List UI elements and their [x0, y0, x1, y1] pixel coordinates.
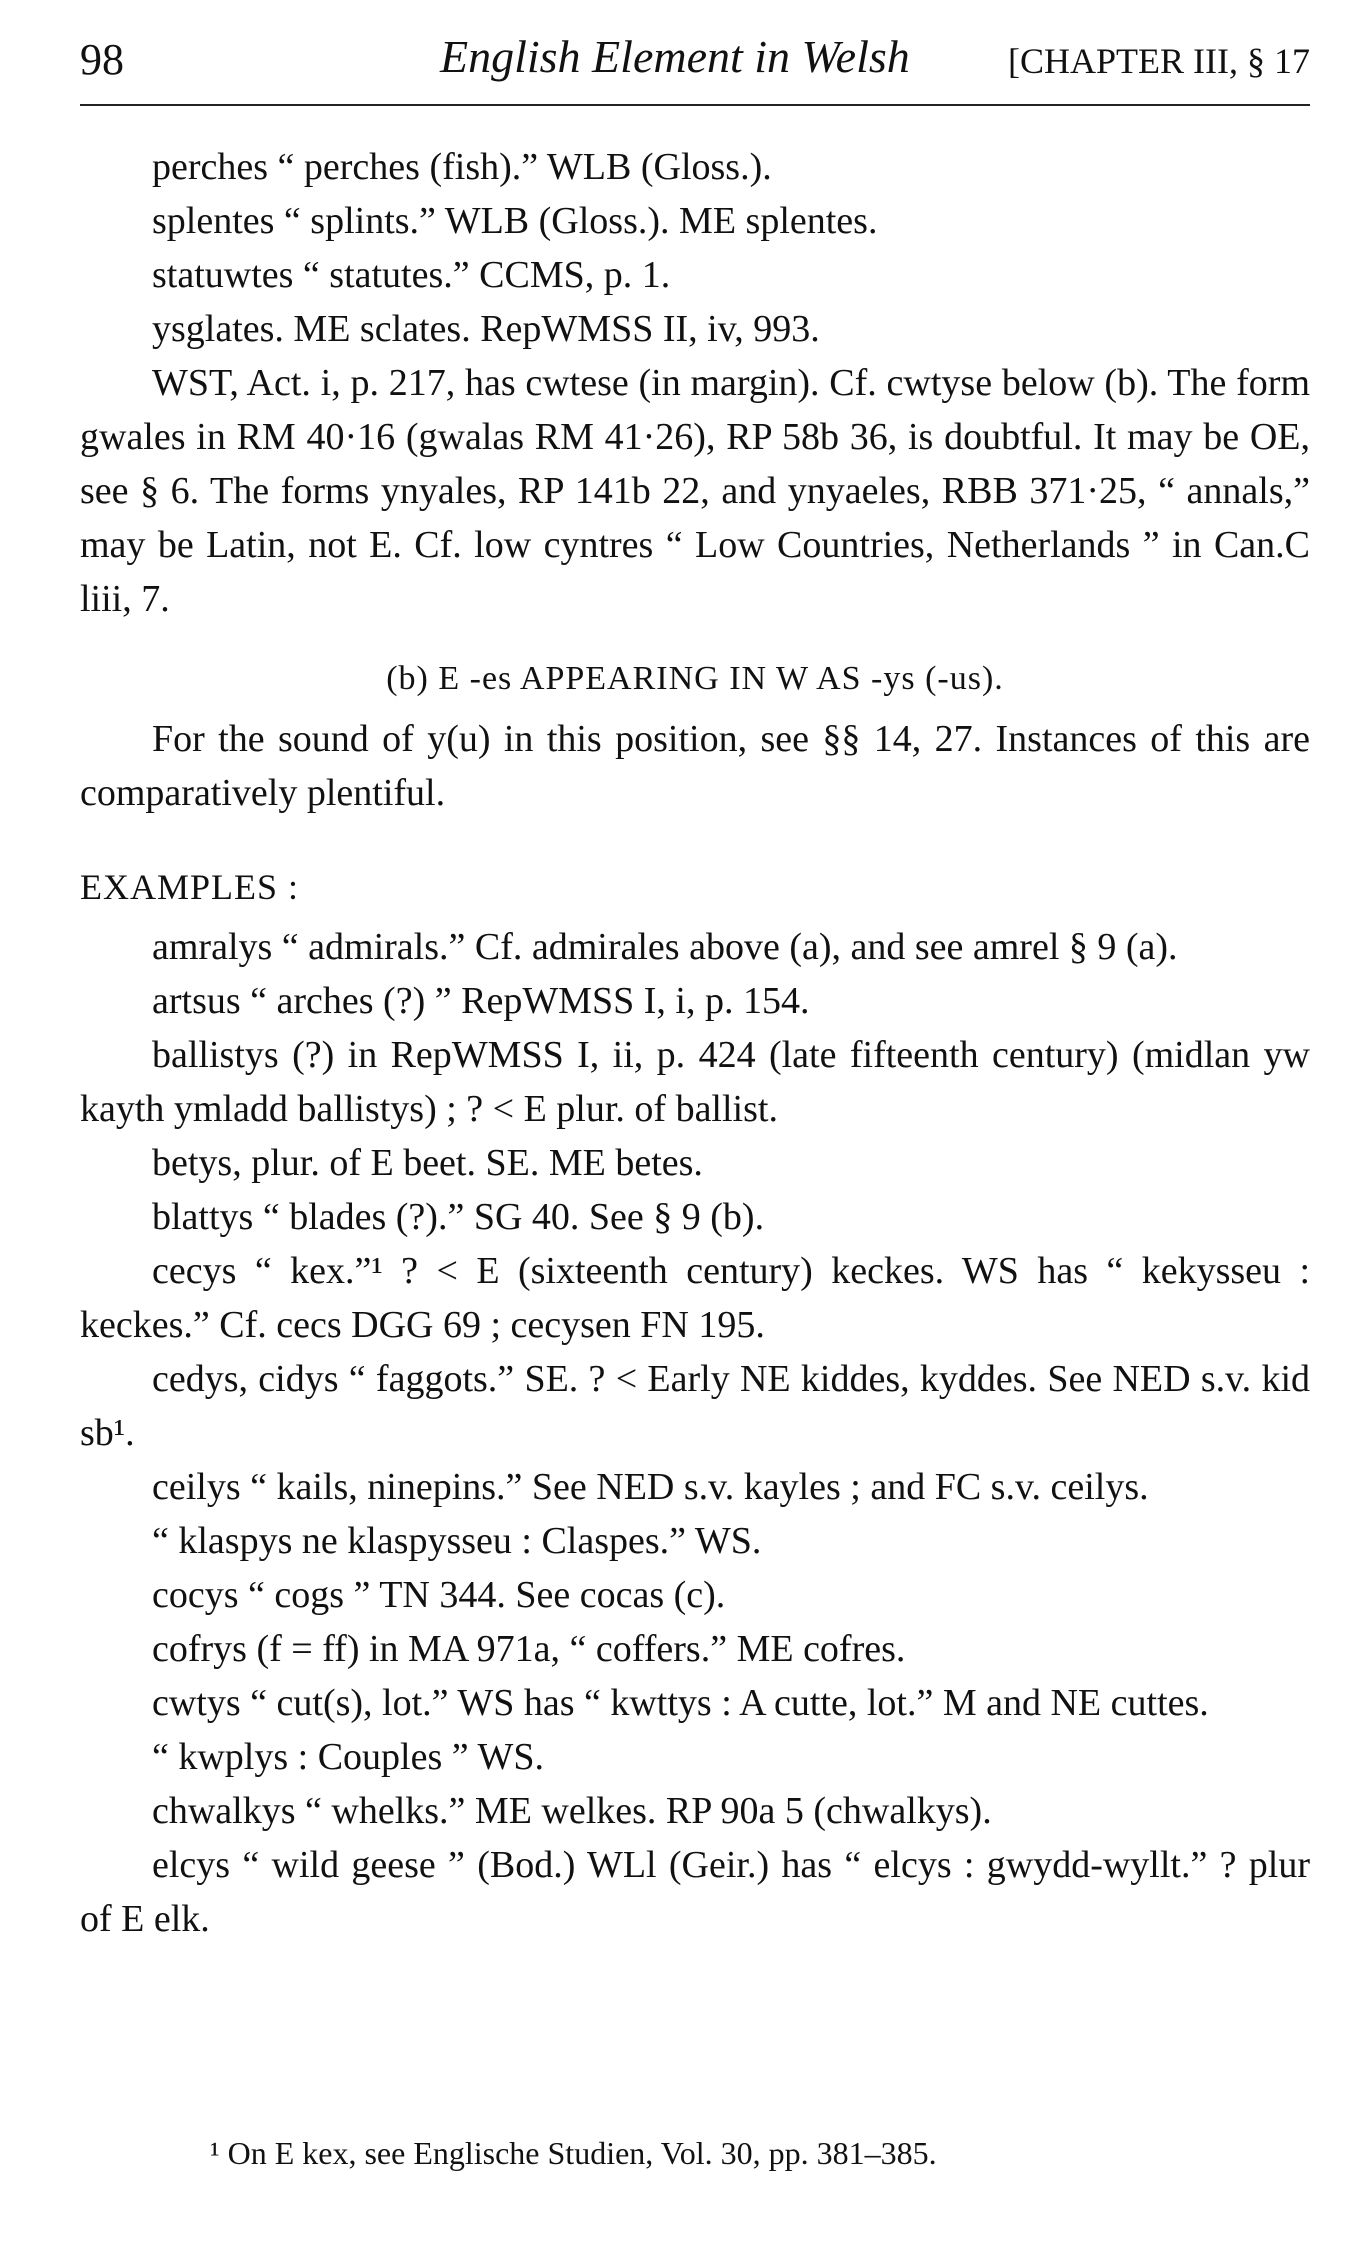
entry-elcys: elcys “ wild geese ” (Bod.) WLl (Geir.) has “ elcys : gwydd-wyllt.” ? plur of E elk. [80, 1844, 1310, 1940]
footnote: ¹ On E kex, see Englische Studien, Vol. 30, pp. 381–385. [210, 2135, 937, 2171]
entry-kwplys: “ kwplys : Couples ” WS. [152, 1736, 544, 1778]
entry-cocys: cocys “ cogs ” TN 344. See cocas (c). [152, 1574, 726, 1616]
entry-amralys: amralys “ admirals.” Cf. admirales above (a), and see amrel § 9 (a). [152, 926, 1178, 968]
entry-artsus: artsus “ arches (?) ” RepWMSS I, i, p. 154. [152, 980, 810, 1022]
entry-chwalkys: chwalkys “ whelks.” ME welkes. RP 90a 5 (chwalkys). [152, 1790, 992, 1832]
entry-splentes: splentes “ splints.” WLB (Gloss.). ME splentes. [152, 200, 878, 242]
chapter-reference: [CHAPTER III, § 17 [1008, 41, 1310, 81]
paragraph-wst: WST, Act. i, p. 217, has cwtese (in margin). Cf. cwtyse below (b). The form gwales in RM 40·16 (gwalas RM 41·26), RP 58b 36, is doubtful. It may be OE, see § 6. The forms ynyales, RP 141b 22, and ynyaeles, RBB 371·25, “ annals,” may be Latin, not E. Cf. low cyntres “ Low Countries, Netherlands ” in Can.C liii, 7. [80, 362, 1310, 620]
page-body [80, 140, 1310, 1946]
entry-cedys: cedys, cidys “ faggots.” SE. ? < Early NE kiddes, kyddes. See NED s.v. kid sb¹. [80, 1358, 1310, 1454]
examples-label: EXAMPLES : [80, 867, 300, 907]
entry-perches: perches “ perches (fish).” WLB (Gloss.). [152, 146, 772, 188]
section-intro: For the sound of y(u) in this position, see §§ 14, 27. Instances of this are comparatively plentiful. [80, 718, 1310, 814]
entry-cwtys: cwtys “ cut(s), lot.” WS has “ kwttys : A cutte, lot.” M and NE cuttes. [152, 1682, 1209, 1724]
running-title: English Element in Welsh [440, 31, 910, 82]
entry-cofrys: cofrys (f = ff) in MA 971a, “ coffers.” ME cofres. [152, 1628, 906, 1670]
entry-betys: betys, plur. of E beet. SE. ME betes. [152, 1142, 703, 1184]
entry-cecys: cecys “ kex.”¹ ? < E (sixteenth century) keckes. WS has “ kekysseu : keckes.” Cf. cecs DGG 69 ; cecysen FN 195. [80, 1250, 1310, 1346]
entry-statuwtes: statuwtes “ statutes.” CCMS, p. 1. [152, 254, 671, 296]
entry-ysglates: ysglates. ME sclates. RepWMSS II, iv, 993. [152, 308, 820, 350]
entry-ballistys: ballistys (?) in RepWMSS I, ii, p. 424 (late fifteenth century) (midlan yw kayth ymladd ballistys) ; ? < E plur. of ballist. [80, 1034, 1310, 1130]
page-number: 98 [80, 35, 124, 84]
section-heading: (b) E -es APPEARING IN W AS -ys (-us). [386, 660, 1004, 697]
entry-blattys: blattys “ blades (?).” SG 40. See § 9 (b). [152, 1196, 765, 1238]
entry-ceilys: ceilys “ kails, ninepins.” See NED s.v. kayles ; and FC s.v. ceilys. [152, 1466, 1149, 1508]
entry-klaspys: “ klaspys ne klaspysseu : Claspes.” WS. [152, 1520, 762, 1562]
header-rule [80, 104, 1310, 106]
running-header [80, 30, 1310, 86]
